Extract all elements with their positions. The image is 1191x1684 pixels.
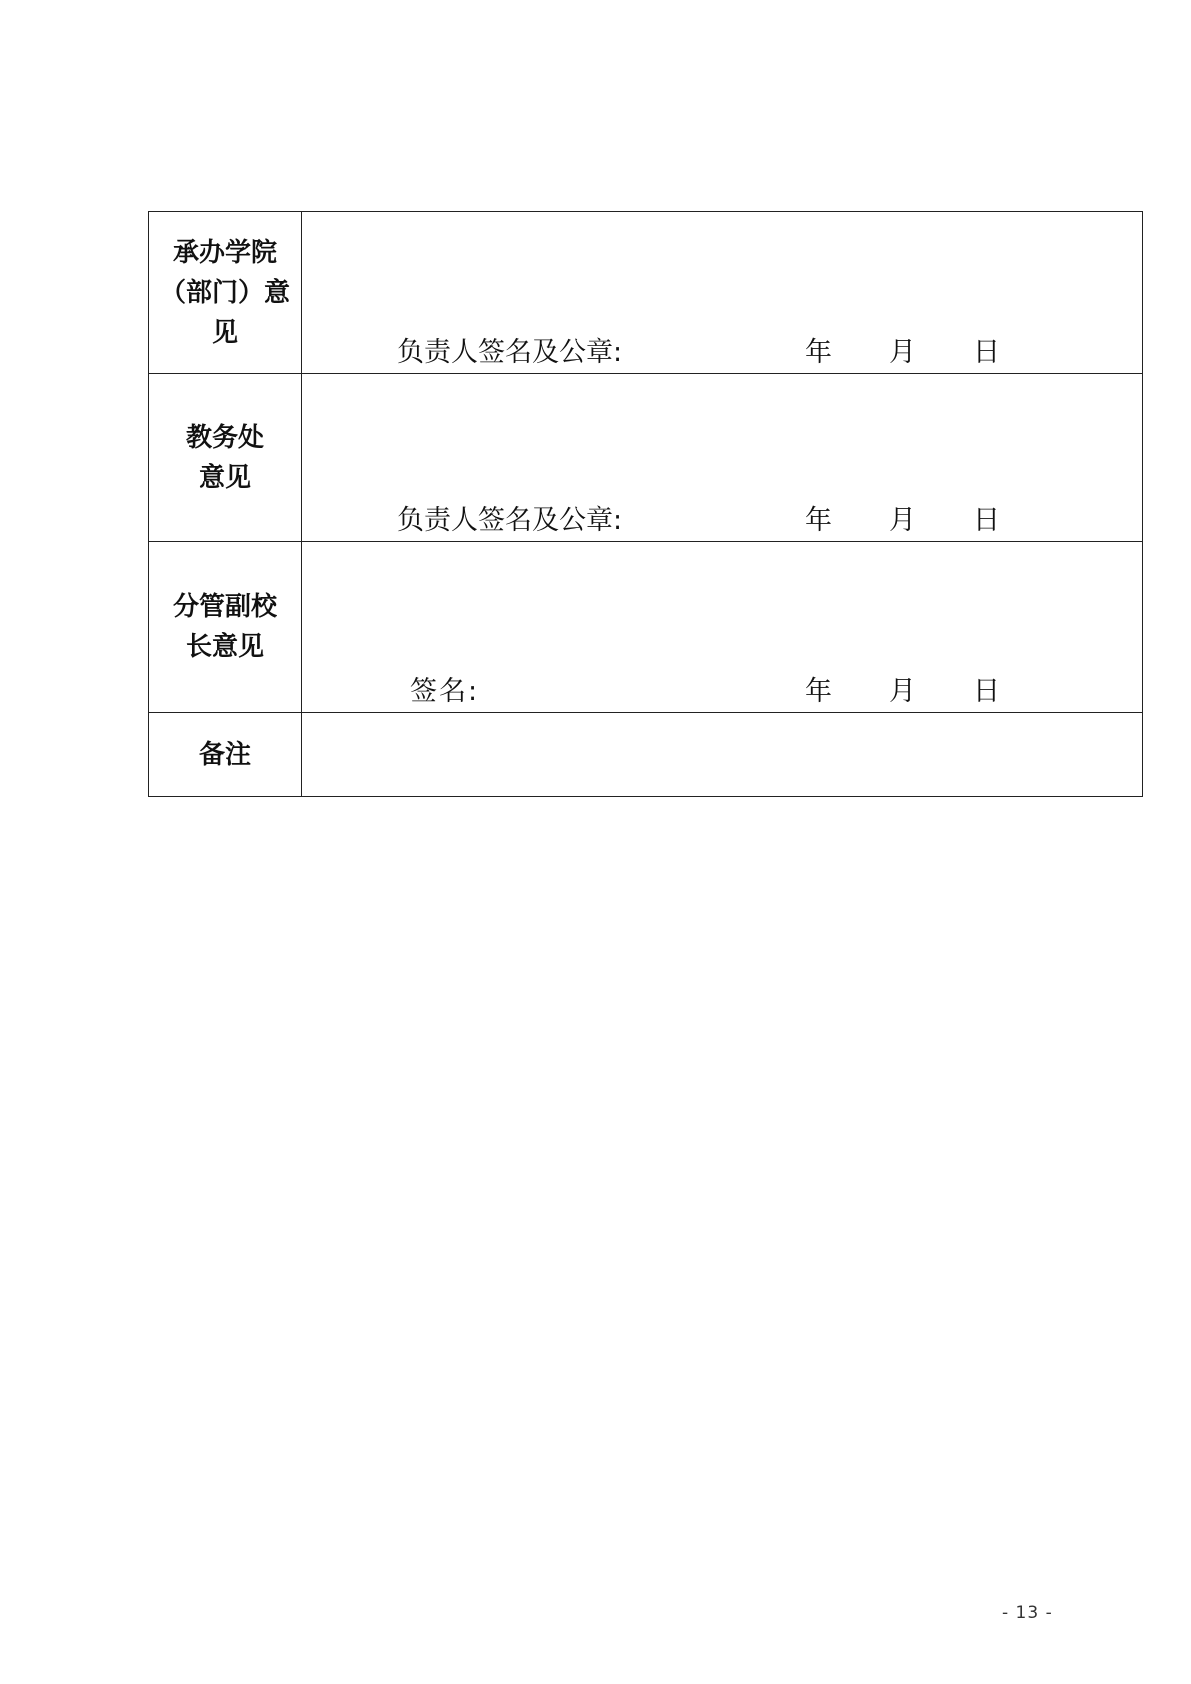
date-year-label: 年 xyxy=(805,676,832,707)
signature-label: 负责人签名及公章: xyxy=(397,505,623,536)
date-month-label: 月 xyxy=(889,337,916,368)
row-label-academic-affairs-opinion xyxy=(149,374,302,542)
vice-president-opinion-field[interactable] xyxy=(302,542,1143,713)
label-line: 承办学院 xyxy=(172,237,277,268)
academic-affairs-opinion-field[interactable] xyxy=(302,374,1143,542)
signature-line xyxy=(302,674,1142,710)
date-year-label: 年 xyxy=(805,337,832,368)
date-day-label: 日 xyxy=(973,676,1000,707)
date-day-label: 日 xyxy=(973,505,1000,536)
date-month-label: 月 xyxy=(889,676,916,707)
label-line: （部门）意 xyxy=(159,277,290,308)
label-line: 教务处 xyxy=(185,422,264,453)
label-line: 备注 xyxy=(198,739,251,770)
page-number: - 13 - xyxy=(1002,1603,1053,1623)
date-month-label: 月 xyxy=(889,505,916,536)
signature-line xyxy=(302,335,1142,371)
date-day-label: 日 xyxy=(973,337,1000,368)
label-line: 分管副校 xyxy=(172,592,277,622)
remarks-field[interactable] xyxy=(302,713,1143,797)
approval-form-table xyxy=(148,211,1143,797)
date-year-label: 年 xyxy=(805,505,832,536)
table-row xyxy=(149,542,1143,713)
label-line: 意见 xyxy=(198,462,251,493)
table-row xyxy=(149,374,1143,542)
signature-label: 负责人签名及公章: xyxy=(397,337,623,368)
table-row xyxy=(149,713,1143,797)
label-line: 见 xyxy=(211,317,238,348)
row-label-remarks xyxy=(149,713,302,797)
table-row xyxy=(149,212,1143,374)
row-label-college-opinion xyxy=(149,212,302,374)
college-opinion-field[interactable] xyxy=(302,212,1143,374)
row-label-vice-president-opinion xyxy=(149,542,302,713)
signature-line xyxy=(302,503,1142,539)
signature-label: 签名: xyxy=(410,676,480,707)
label-line: 长意见 xyxy=(185,632,264,662)
